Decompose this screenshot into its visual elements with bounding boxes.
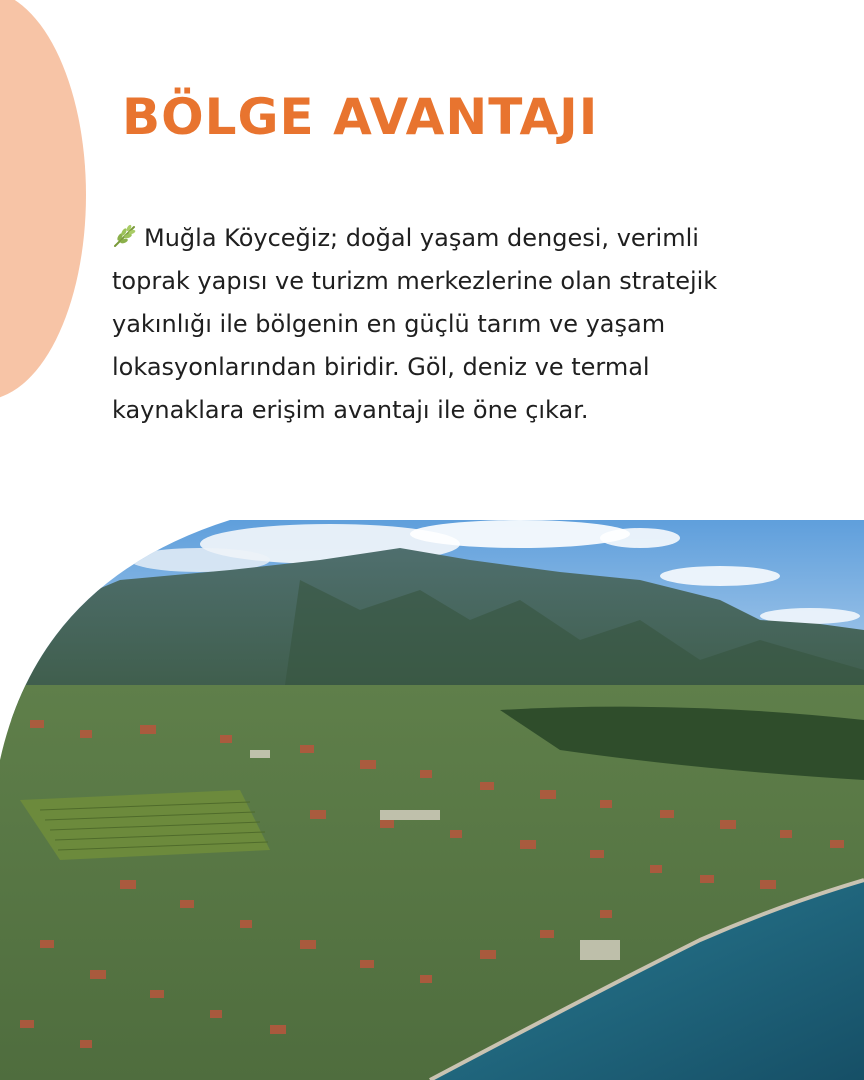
description-text-content: Muğla Köyceğiz; doğal yaşam dengesi, verimli toprak yapısı ve turizm merkezlerine olan stratejik yakınlığı ile bölgenin en güçlü tarım ve yaşam lokasyonlarından biridir. Göl, deniz ve termal kaynaklara erişim avantajı ile öne çıkar. (112, 224, 718, 424)
aerial-town-photo (0, 520, 864, 1080)
leaf-sprig-icon (112, 220, 138, 246)
decorative-blob (0, 0, 86, 400)
page-title: BÖLGE AVANTAJI (122, 88, 599, 146)
description-text (112, 217, 772, 432)
